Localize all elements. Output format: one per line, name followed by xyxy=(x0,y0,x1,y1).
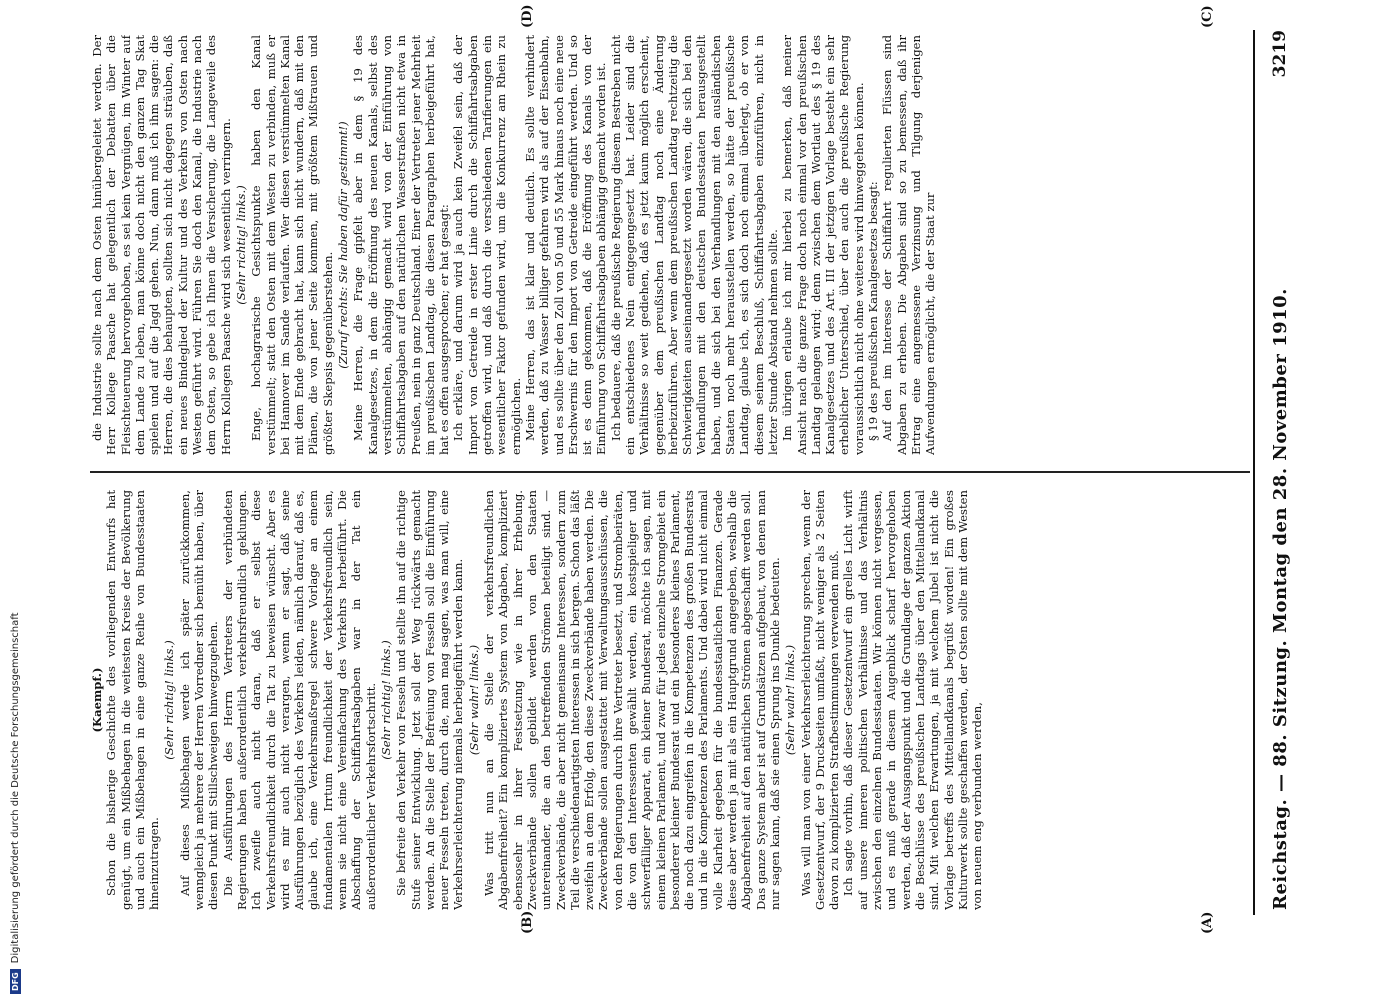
paragraph: Ich bedauere, daß die preußische Regierung diesem Bestreben nicht ein entschiedenes Nein entgegengesetzt hat. Leider sind die Verhältnisse so weit gediehen, daß es jetzt kaum möglich erscheint, gegenüber dem preußischen Landtag noch eine Änderung herbeizuführen. Aber wenn dem preußischen Landtag rechtzeitig die Schwierigkeiten auseinandergesetzt worden wären, die sich bei den Verhandlungen mit den deutschen Bundesstaaten herausgestellt haben, und die sich bei den Verhandlungen mit den ausländischen Staaten noch mehr herausstellen werden, so hätte der preußische Landtag, glaube ich, es sich doch noch einmal überlegt, ob er von diesem seinem Beschluß, Schiffahrtsabgaben einzuführen, nicht in letzter Stunde Abstand nehmen sollte. xyxy=(608,35,780,455)
page-number: 3219 xyxy=(1270,30,1290,78)
dfg-logo: DFG xyxy=(10,969,21,994)
paragraph: Was tritt nun an die Stelle der verkehrsfreundlichen Abgabenfreiheit? Ein kompliziertes System von Abgaben, kompliziert ebensosehr in ihrer Festsetzung wie in ihrer Erhebung. Zweckverbände sollen gebildet werden von den Staaten untereinander, die an den betreffenden Strömen beteiligt sind. — Zweckverbände, die aber nicht gemeinsame Interessen, sondern zum Teil die verschiedenartigsten Interessen in sich bergen. Schon das läßt zweifeln an dem Erfolg, den diese Zweckverbände haben werden. Die Zweckverbände sollen ausgestattet mit Verwaltungsausschüssen, die von den Regierungen durch ihre Vertreter besetzt, und Strombeiräten, die von den Interessenten gewählt werden, ein kostspieliger und schwerfälliger Apparat, ein kleiner Bundesrat, möchte ich sagen, mit einem kleinen Parlament, und zwar für jedes einzelne Stromgebiet ein besonderer kleiner Bundesrat und ein besonderes kleines Parlament, die noch dazu eingreifen in die Kompetenzen des großen Bundesrats und in die Kompetenzen des Parlaments. Und dabei wird nicht einmal volle Klarheit gegeben für die bundesstaatlichen Finanzen. Gerade diese aber werden ja mit als ein Hauptgrund angegeben, weshalb die Abgabenfreiheit auf den natürlichen Strömen abgeschafft werden soll. Das ganze System aber ist auf Grundsätzen aufgebaut, von denen man nur sagen kann, daß sie einen Sprung ins Dunkle bedeuten. xyxy=(482,490,782,910)
paragraph: Im übrigen erlaube ich mir hierbei zu bemerken, daß meiner Ansicht nach die ganze Frage doch noch einmal vor den preußischen Landtag gelangen wird; denn zwischen dem Wortlaut des § 19 des Kanalgesetzes und des Art. III der jetzigen Vorlage besteht ein sehr erheblicher Unterschied, über den auch die preußische Regierung voraussichtlich nicht ohne weiteres wird hinweggehen können. xyxy=(780,35,866,455)
margin-marker-c: (C) xyxy=(1200,5,1215,28)
left-column xyxy=(90,490,1250,910)
margin-marker-d: (D) xyxy=(520,4,535,28)
paragraph: Enge, hochagrarische Gesichtspunkte haben den Kanal verstümmelt; statt den Osten mit dem Westen zu verbinden, muß er bei Hannover im Sande verlaufen. Wer diesen verstümmelten Kanal mit dem Ende gebracht hat, kann sich nicht wundern, daß mit den Plänen, die von jener Seite kommen, mit größtem Mißtrauen und größter Skepsis gegenüberstehen. xyxy=(249,35,335,455)
speaker-name: (Kaempf.) xyxy=(90,667,104,733)
interjection: (Sehr wahr! links.) xyxy=(783,644,798,756)
page-title: Reichstag. — 88. Sitzung. Montag den 28. November 1910. xyxy=(1269,288,1291,910)
paragraph: Auf den im Interesse der Schiffahrt regulierten Flüssen sind Abgaben zu erheben. Die Abgaben sind so zu bemessen, daß ihr Ertrag eine angemessene Verzinsung und Tilgung derjenigen Aufwendungen ermöglicht, die der Staat zur xyxy=(880,35,938,455)
paragraph: Ich sagte vorhin, daß dieser Gesetzentwurf ein grelles Licht wirft auf unsere inneren politischen Verhältnisse und das Verhältnis zwischen den einzelnen Bundesstaaten. Wir können nicht vergessen, und es muß gerade in diesem Augenblick scharf hervorgehoben werden, daß der Ausgangspunkt und die Grundlage der ganzen Aktion die Beschlüsse des preußischen Landtags über den Mittellandkanal sind. Mit welchen Erwartungen, ja mit welchem Jubel ist nicht die Vorlage betreffs des Mittellandkanals begrüßt worden! Ein großes Kulturwerk sollte geschaffen werden, der Osten sollte mit dem Westen von neuem eng verbunden werden, xyxy=(841,490,985,910)
margin-marker-a: (A) xyxy=(1200,911,1215,934)
margin-marker-b: (B) xyxy=(520,910,535,934)
right-column xyxy=(90,35,1250,455)
column-divider xyxy=(90,472,1250,474)
header-rule xyxy=(1253,30,1255,915)
paragraph: Schon die bisherige Geschichte des vorliegenden Entwurfs hat genügt, um ein Mißbehagen in die weitesten Kreise der Bevölkerung und auch ein Mißbehagen in eine ganze Reihe von Bundesstaaten hineinzutragen. xyxy=(104,490,162,910)
footer-text: Digitalisierung gefördert durch die Deutsche Forschungsgemeinschaft xyxy=(9,612,21,964)
page-header xyxy=(1260,30,1300,910)
interjection: (Sehr richtig! links.) xyxy=(233,185,248,305)
paragraph: § 19 des preußischen Kanalgesetzes besagt: xyxy=(866,181,881,441)
paragraph: Ich erkläre, und darum wird ja auch kein Zweifel sein, daß der Import von Getreide in erster Linie durch die Schiffahrtsabgaben getroffen wird, und daß durch die verschiedenen Tarifierungen ein wesentlicher Faktor gefunden wird, um die Konkurrenz am Rhein zu ermöglichen. xyxy=(451,35,523,455)
paragraph: Meine Herren, die Frage gipfelt aber in dem § 19 des Kanalgesetzes, in dem die Eröffnung des neuen Kanals, selbst des verstümmelten, abhängig gemacht wird von der Einführung von Schiffahrtsabgaben auf den natürlichen Wasserstraßen nicht etwa in Preußen, nein in ganz Deutschland. Einer der Vertreter jener Mehrheit im preußischen Landtag, die diesen Paragraphen herbeigeführt hat, hat es offen ausgesprochen; er hat gesagt: xyxy=(351,35,452,455)
interjection: (Sehr richtig! links.) xyxy=(162,640,177,760)
paragraph: Was will man von einer Verkehrserleichterung sprechen, wenn der Gesetzentwurf, der 9 Druckseiten umfaßt, nicht weniger als 2 Seiten davon zu komplizierten Strafbestimmungen verwenden muß. xyxy=(798,490,842,910)
interjection: (Sehr richtig! links.) xyxy=(378,640,393,760)
paragraph: Die Ausführungen des Herrn Vertreters der verbündeten Regierungen haben außerordentlich verkehrsfreundlich geklungen. Ich zweifle auch nicht daran, daß er selbst diese Verkehrsfreundlichkeit durch die Tat zu beweisen wünscht. Aber es wird es mir auch nicht verargen, wenn er sagt, daß seine Ausführungen bezüglich des Verkehrs leiden, nämlich darauf, daß es, glaube ich, eine Verkehrsmaßregel schwere Vorlage an einem fundamentalen Irrtum freundlichkeit der Verkehrsfreundlich sein, wenn sie nicht eine Vereinfachung des Verkehrs herbeiführt. Die Abschaffung der Schiffahrtsabgaben war in der Tat ein außerordentlicher Verkehrsfortschritt. xyxy=(220,490,378,910)
interjection: (Zuruf rechts: Sie haben dafür gestimmt!) xyxy=(336,121,351,369)
digitization-footer xyxy=(0,0,30,1000)
paragraph: die Industrie sollte nach dem Osten hinübergeleitet werden. Der Herr Kollege Paasche hat gelegentlich der Debatten über die Fleischteuerung hervorgehoben, es sei kein Vergnügen, im Winter auf dem Lande zu leben, man könne doch nicht den ganzen Tag Skat spielen und auf die Jagd gehen. Nun, dann muß ich ihm sagen: die Herren, die dies behaupten, sollten sich nicht dagegen sträuben, daß ein neues Bindeglied der Kultur und des Verkehrs von Osten nach Westen geführt wird. Führen Sie doch den Kanal, die Industrie nach dem Osten, so gebe ich Ihnen die Versicherung, die Langeweile des Herrn Kollegen Paasche wird sich wesentlich verringern. xyxy=(90,35,233,455)
paragraph: Sie befreite den Verkehr von Fesseln und stellte ihn auf die richtige Stufe seiner Entwicklung. Jetzt soll der Weg rückwärts gemacht werden. An die Stelle der Befreiung von Fesseln soll die Einführung neuer Fesseln treten, durch die, man mag sagen, was man will, eine Verkehrserleichterung niemals herbeigeführt werden kann. xyxy=(394,490,466,910)
paragraph: Auf dieses Mißbehagen werde ich später zurückkommen, wenngleich ja mehrere der Herren Vorredner sich bemüht haben, über diesen Punkt mit Stillschweigen hinwegzugehen. xyxy=(177,490,221,910)
interjection: (Sehr wahr! links.) xyxy=(466,644,481,756)
paragraph: Meine Herren, das ist klar und deutlich. Es sollte verhindert werden, daß zu Wasser billiger gefahren wird als auf der Eisenbahn, und es sollte über den Zoll von 50 und 55 Mark hinaus noch eine neue Erschwernis für den Import von Getreide eingeführt werden. Und so ist es denn gekommen, daß die Eröffnung des Kanals von der Einführung von Schiffahrtsabgaben abhängig gemacht worden ist. xyxy=(522,35,609,455)
